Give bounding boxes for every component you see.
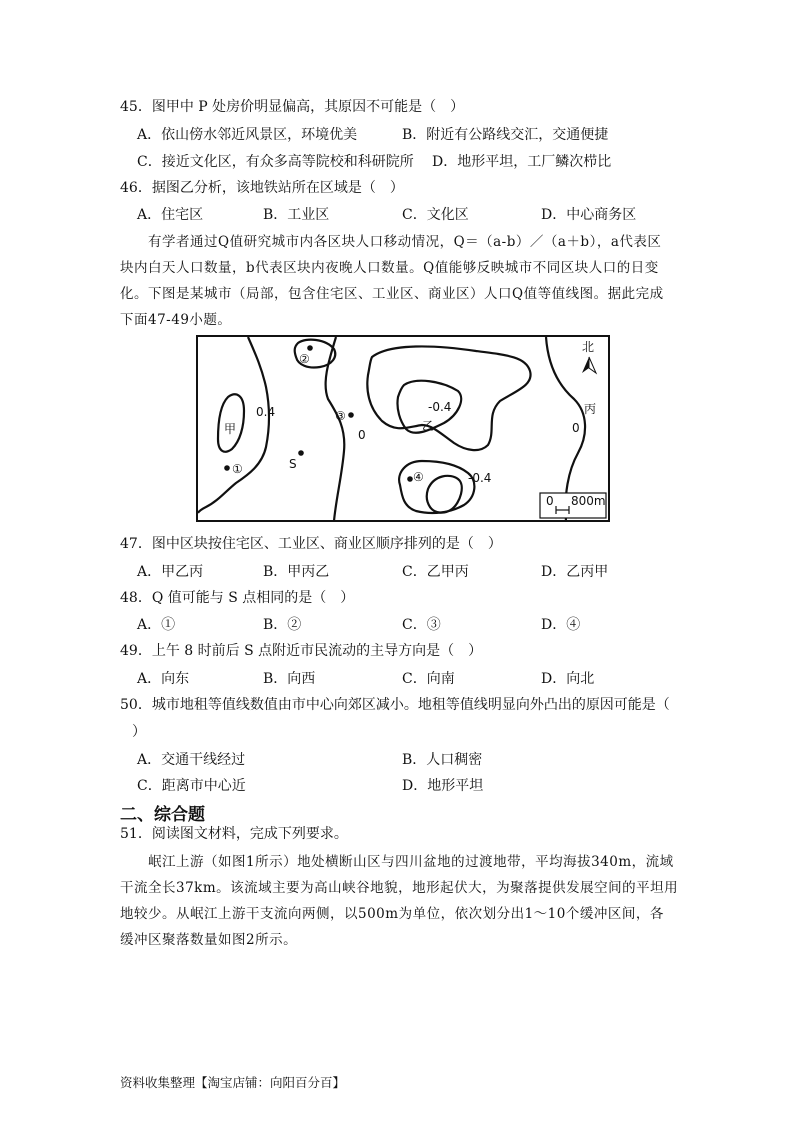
q45-option-d: D．地形平坦，工厂鳞次栉比 [432, 154, 612, 170]
q49-option-a: A．向东 [137, 671, 190, 687]
q47-option-a: A．甲乙丙 [137, 564, 204, 580]
contour-value-label: 0.4 [256, 405, 276, 419]
q51-stem: 51．阅读图文材料，完成下列要求。 [120, 826, 348, 842]
point-4-dot [407, 476, 413, 482]
passage-line: 岷江上游（如图1所示）地处横断山区与四川盆地的过渡地带，平均海拔340m，流域 [148, 854, 674, 870]
passage-line: 缓冲区聚落数量如图2所示。 [120, 932, 298, 948]
map-label-bing: 丙 [584, 402, 597, 416]
north-label: 北 [582, 340, 595, 354]
contour-value-label: -0.4 [428, 400, 452, 414]
scale-distance: 800m [571, 494, 606, 508]
q47-stem: 47．图中区块按住宅区、工业区、商业区顺序排列的是（ ） [120, 536, 502, 552]
point-3-dot [348, 412, 354, 418]
q50-option-d: D．地形平坦 [402, 778, 484, 794]
section-heading: 二、综合题 [120, 805, 205, 825]
q48-option-a: A．① [137, 617, 176, 633]
q45-stem: 45．图甲中 P 处房价明显偏高，其原因不可能是（ ） [120, 99, 465, 115]
passage-line: 块内白天人口数量，b代表区块内夜晚人口数量。Q值能够反映城市不同区块人口的日变 [120, 260, 659, 276]
q49-option-b: B．向西 [263, 671, 316, 687]
point-2-dot [307, 345, 313, 351]
footer-note: 资料收集整理【淘宝店铺：向阳百分百】 [120, 1075, 346, 1090]
q47-option-b: B．甲丙乙 [263, 564, 330, 580]
q48-option-b: B．② [263, 617, 302, 633]
contour-value-label: -0.4 [468, 471, 492, 485]
passage-line: 化。下图是某城市（局部，包含住宅区、工业区、商业区）人口Q值等值线图。据此完成 [120, 286, 664, 302]
q48-option-d: D．④ [541, 617, 581, 633]
q-value-contour-map [196, 335, 610, 522]
q50-option-a: A．交通干线经过 [137, 752, 246, 768]
q50-option-c: C．距离市中心近 [137, 778, 246, 794]
map-label-1: ① [232, 462, 243, 476]
q48-option-c: C．③ [402, 617, 441, 633]
passage-line: 下面47-49小题。 [120, 312, 232, 328]
map-label-jia: 甲 [224, 422, 237, 436]
q46-option-d: D．中心商务区 [541, 207, 637, 223]
q46-stem: 46．据图乙分析，该地铁站所在区域是（ ） [120, 180, 404, 196]
map-label-2: ② [299, 352, 310, 366]
q49-option-d: D．向北 [541, 671, 595, 687]
q47-option-c: C．乙甲丙 [402, 564, 469, 580]
q46-option-a: A．住宅区 [137, 207, 204, 223]
q46-option-c: C．文化区 [402, 207, 469, 223]
q50-stem-continued: ） [132, 724, 146, 740]
q50-stem: 50．城市地租等值线数值由市中心向郊区减小。地租等值线明显向外凸出的原因可能是（ [120, 697, 670, 713]
scale-zero: 0 [546, 494, 554, 508]
q45-option-a: A．依山傍水邻近风景区，环境优美 [137, 127, 358, 143]
q48-stem: 48．Q 值可能与 S 点相同的是（ ） [120, 590, 355, 606]
q45-option-b: B．附近有公路线交汇，交通便捷 [402, 127, 609, 143]
q47-option-d: D．乙丙甲 [541, 564, 609, 580]
map-label-4: ④ [413, 470, 424, 484]
q50-option-b: B．人口稠密 [402, 752, 483, 768]
q49-option-c: C．向南 [402, 671, 455, 687]
map-label-s: S [289, 457, 297, 471]
map-label-yi: 乙 [422, 419, 435, 433]
passage-line: 有学者通过Q值研究城市内各区块人口移动情况，Q＝（a-b）／（a＋b），a代表区 [148, 234, 662, 250]
q45-option-c: C．接近文化区，有众多高等院校和科研院所 [137, 154, 414, 170]
q46-option-b: B．工业区 [263, 207, 330, 223]
q49-stem: 49．上午 8 时前后 S 点附近市民流动的主导方向是（ ） [120, 643, 483, 659]
contour-value-label: 0 [572, 421, 580, 435]
map-label-3: ③ [335, 409, 346, 423]
point-1-dot [224, 465, 230, 471]
passage-line: 地较少。从岷江上游干支流向两侧，以500m为单位，依次划分出1～10个缓冲区间，各 [120, 906, 664, 922]
passage-line: 干流全长37km。该流域主要为高山峡谷地貌，地形起伏大，为聚落提供发展空间的平坦用 [120, 880, 679, 896]
contour-value-label: 0 [358, 428, 366, 442]
point-s-dot [298, 450, 304, 456]
